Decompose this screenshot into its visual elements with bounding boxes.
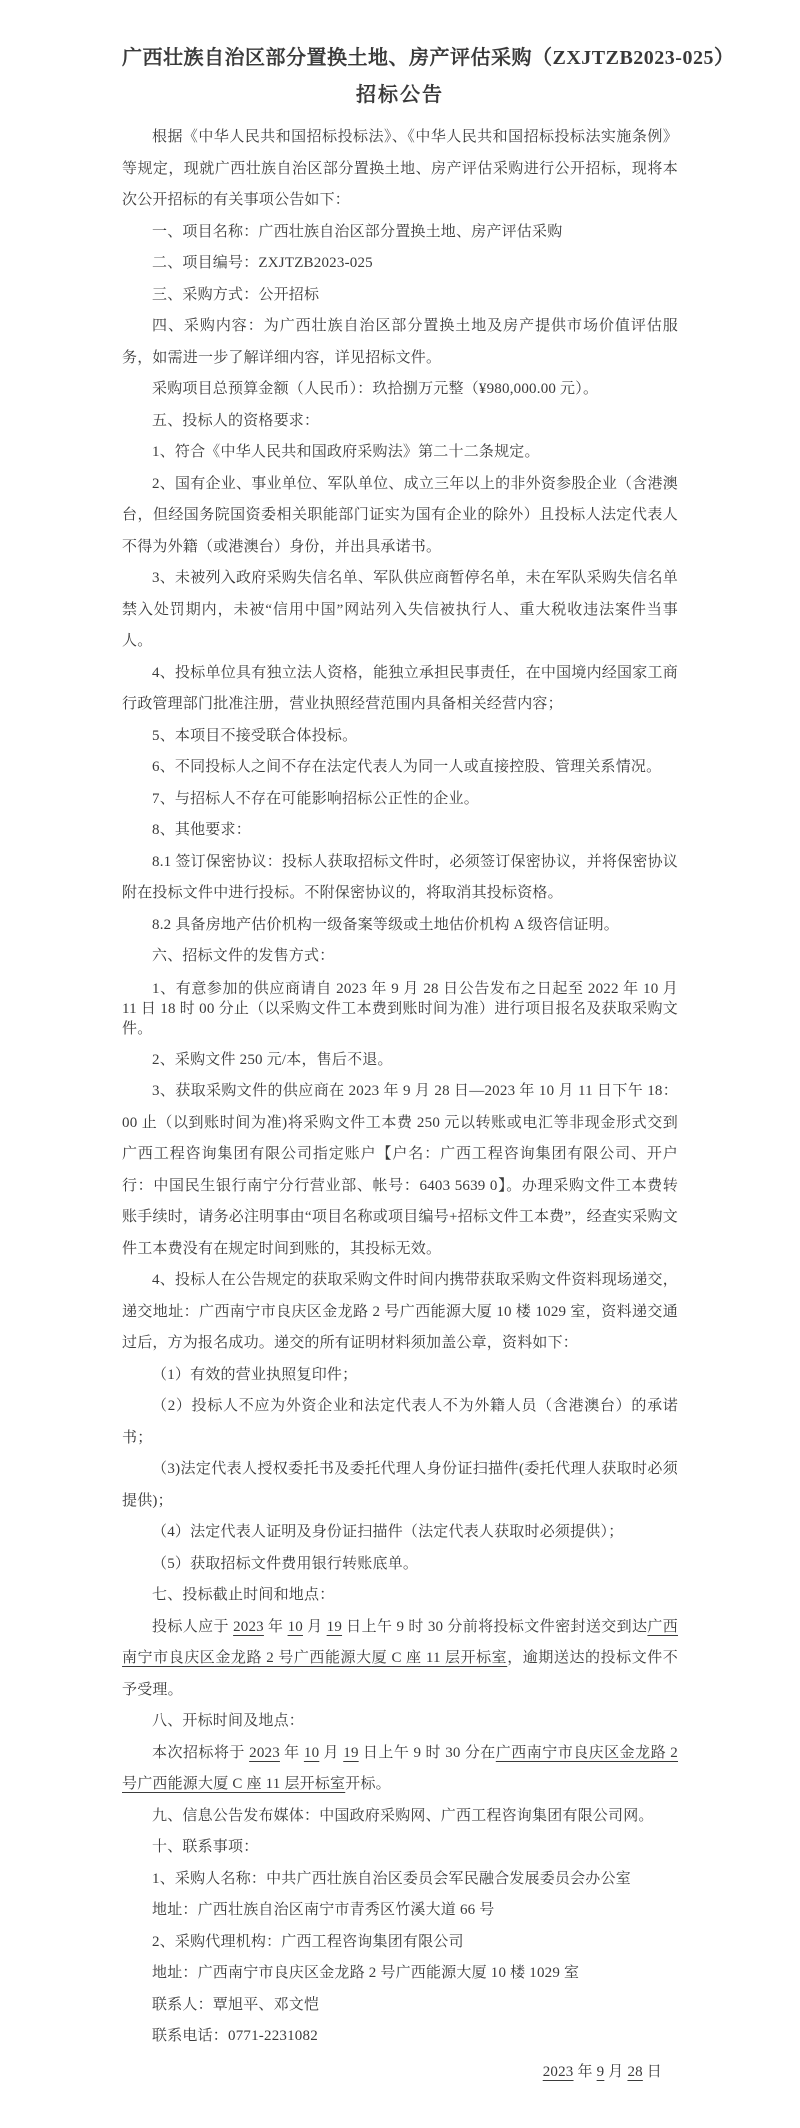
paragraph <box>122 752 678 784</box>
text-segment: 本次招标将于 <box>152 1744 250 1761</box>
paragraph <box>122 979 678 1039</box>
text-segment: （2）投标人不应为外资企业和法定代表人不为外籍人员（含港澳台）的承诺书； <box>122 1398 678 1446</box>
text-segment: 月 <box>604 2063 628 2080</box>
text-segment: 7、与招标人不存在可能影响招标公正性的企业。 <box>152 790 479 807</box>
paragraph <box>122 658 678 721</box>
text-segment: 开标。 <box>345 1776 391 1792</box>
paragraph <box>122 1360 678 1392</box>
paragraph <box>122 1706 678 1738</box>
document-title-line2: 招标公告 <box>356 84 444 106</box>
text-segment: 2、采购文件 250 元/本，售后不退。 <box>152 1051 393 1068</box>
paragraph <box>122 1076 678 1265</box>
text-segment: 月 <box>319 1744 344 1761</box>
text-segment: 六、招标文件的发售方式： <box>152 948 335 964</box>
text-segment: 5、本项目不接受联合体投标。 <box>152 727 358 744</box>
text-segment: 年 <box>573 2063 597 2080</box>
paragraph <box>122 1895 678 1927</box>
text-segment: （1）有效的营业执照复印件； <box>152 1366 358 1383</box>
text-segment: 四、采购内容：为广西壮族自治区部分置换土地及房产提供市场价值评估服务，如需进一步了解详细内容，详见招标文件。 <box>122 318 678 366</box>
text-segment: 根据《中华人民共和国招标投标法》、《中华人民共和国招标投标法实施条例》等规定，现就广西壮族自治区部分置换土地、房产评估采购进行公开招标，现将本次公开招标的有关事项公告如下： <box>122 129 678 208</box>
underlined-text: 广西南宁市良庆区金龙路 2 号广西能源大厦 C 座 11 层开标室 <box>122 1744 679 1792</box>
underlined-text: 2023 <box>542 2063 574 2080</box>
text-segment: 九、信息公告发布媒体：中国政府采购网、广西工程咨询集团有限公司网。 <box>152 1807 654 1824</box>
underlined-text: 28 <box>627 2063 643 2080</box>
text-segment: 2、国有企业、事业单位、军队单位、成立三年以上的非外资参股企业（含港澳台，但经国务院国资委相关职能部门证实为国有企业的除外）且投标人法定代表人不得为外籍（或港澳台）身份，并出具承诺书。 <box>122 475 678 555</box>
text-segment: 联系电话：0771-2231082 <box>152 2028 318 2044</box>
text-segment: 三、采购方式：公开招标 <box>152 286 320 303</box>
text-segment: 日上午 9 时 30 分在 <box>358 1744 496 1761</box>
underlined-text: 19 <box>326 1618 343 1635</box>
paragraph <box>122 1580 678 1612</box>
text-segment: 一、项目名称：广西壮族自治区部分置换土地、房产评估采购 <box>152 223 563 240</box>
text-segment: 五、投标人的资格要求： <box>152 412 320 429</box>
paragraph <box>122 910 678 942</box>
paragraph <box>122 311 678 374</box>
paragraph <box>122 784 678 816</box>
underlined-text: 19 <box>343 1744 359 1761</box>
paragraph <box>122 1612 678 1707</box>
paragraph <box>122 374 678 406</box>
text-segment: ，逾期送达的投标文件不予受理。 <box>122 1650 679 1698</box>
paragraph <box>122 1801 678 1833</box>
paragraph <box>122 563 678 658</box>
text-segment: 投标人应于 <box>152 1618 234 1635</box>
text-segment: （3)法定代表人授权委托书及委托代理人身份证扫描件(委托代理人获取时必须提供)； <box>122 1461 678 1509</box>
paragraph <box>122 1549 678 1581</box>
paragraph <box>122 437 678 469</box>
text-segment: 八、开标时间及地点： <box>152 1713 305 1729</box>
text-segment: 1、符合《中华人民共和国政府采购法》第二十二条规定。 <box>152 444 540 460</box>
paragraph <box>122 1738 678 1801</box>
paragraph <box>122 217 678 249</box>
paragraph <box>122 1990 678 2022</box>
text-segment: 4、投标人在公告规定的获取采购文件时间内携带获取采购文件资料现场递交，递交地址：广西南宁市良庆区金龙路 2 号广西能源大厦 10 楼 1029 室，资料递交通过后，方为报名成功。递交的所有证明材料须加盖公章，资料如下： <box>122 1272 678 1351</box>
text-segment: 1、有意参加的供应商请自 2023 年 9 月 28 日公告发布之日起至 2022 年 10 月 11 日 18 时 00 分止（以采购文件工本费到账时间为准）进行项目报名及获取采购文件。 <box>122 980 678 1037</box>
text-segment: 联系人：覃旭平、邓文恺 <box>152 1996 320 2013</box>
paragraph <box>122 122 678 217</box>
text-segment: 采购项目总预算金额（人民币）：玖拾捌万元整（¥980,000.00 元）。 <box>152 381 599 397</box>
text-segment: 8.1 签订保密协议：投标人获取招标文件时，必须签订保密协议，并将保密协议附在投标文件中进行投标。不附保密协议的，将取消其投标资格。 <box>122 853 678 901</box>
text-segment: 日 <box>642 2063 662 2080</box>
text-segment: 1、采购人名称：中共广西壮族自治区委员会军民融合发展委员会办公室 <box>152 1870 631 1887</box>
text-segment: 6、不同投标人之间不存在法定代表人为同一人或直接控股、管理关系情况。 <box>152 759 662 775</box>
underlined-text: 10 <box>303 1744 320 1761</box>
text-segment: 3、未被列入政府采购失信名单、军队供应商暂停名单，未在军队采购失信名单禁入处罚期内，未被“信用中国”网站列入失信被执行人、重大税收违法案件当事人。 <box>122 570 678 649</box>
text-segment: 地址：广西南宁市良庆区金龙路 2 号广西能源大厦 10 楼 1029 室 <box>152 1965 580 1981</box>
paragraph <box>122 1958 678 1990</box>
paragraph <box>122 1927 678 1959</box>
paragraph <box>122 1864 678 1896</box>
text-segment: （4）法定代表人证明及身份证扫描件（法定代表人获取时必须提供）； <box>152 1524 624 1540</box>
text-segment: 3、获取采购文件的供应商在 2023 年 9 月 28 日—2023 年 10 月 11 日下午 18：00 止（以到账时间为准)将采购文件工本费 250 元以转账或电汇等非现金形式交到广西工程咨询集团有限公司指定账户【户名：广西工程咨询集团有限公司、开户行：中国民生银行南宁分行营业部、帐号：6403 5639 0】。办理采购文件工本费转账手续时，请务必注明事由“项目名称或项目编号+招标文件工本费”，经查实采购文件工本费没有在规定时间到账的，其投标无效。 <box>122 1083 678 1257</box>
underlined-text: 2023 <box>233 1618 264 1635</box>
paragraph <box>122 280 678 312</box>
paragraph <box>122 406 678 438</box>
underlined-text: 2023 <box>249 1744 280 1761</box>
underlined-text: 10 <box>287 1618 303 1635</box>
paragraph <box>122 2021 678 2053</box>
text-segment: 8、其他要求： <box>152 822 251 838</box>
text-segment: 年 <box>279 1744 304 1761</box>
paragraph <box>122 248 678 280</box>
underlined-text: 广西南宁市良庆区金龙路 2 号广西能源大厦 C 座 11 层开标室 <box>122 1618 678 1666</box>
text-segment: 月 <box>302 1618 327 1635</box>
paragraph <box>122 1265 678 1360</box>
paragraph <box>122 941 678 973</box>
document-body <box>122 122 678 2088</box>
text-segment: （5）获取招标文件费用银行转账底单。 <box>152 1555 419 1572</box>
underlined-text: 9 <box>596 2063 605 2080</box>
text-segment: 4、投标单位具有独立法人资格，能独立承担民事责任，在中国境内经国家工商行政管理部门批准注册，营业执照经营范围内具备相关经营内容； <box>122 664 678 712</box>
paragraph <box>122 1454 678 1517</box>
paragraph <box>122 1391 678 1454</box>
text-segment: 日上午 9 时 30 分前将投标文件密封送交到达 <box>342 1618 648 1635</box>
paragraph <box>122 815 678 847</box>
paragraph <box>122 469 678 564</box>
paragraph <box>122 1517 678 1549</box>
paragraph <box>122 1045 678 1077</box>
document-title-line1: 广西壮族自治区部分置换土地、房产评估采购（ZXJTZB2023-025） <box>122 47 735 69</box>
text-segment: 地址：广西壮族自治区南宁市青秀区竹溪大道 66 号 <box>152 1902 495 1918</box>
paragraph <box>122 847 678 910</box>
paragraph <box>122 721 678 753</box>
text-segment: 二、项目编号：ZXJTZB2023-025 <box>152 255 373 271</box>
text-segment: 七、投标截止时间和地点： <box>152 1587 335 1603</box>
text-segment: 2、采购代理机构：广西工程咨询集团有限公司 <box>152 1933 464 1950</box>
paragraph <box>122 1832 678 1864</box>
text-segment: 年 <box>263 1618 288 1635</box>
text-segment: 十、联系事项： <box>152 1839 259 1855</box>
text-segment: 8.2 具备房地产估价机构一级备案等级或土地估价机构 A 级咨信证明。 <box>152 916 620 933</box>
paragraph <box>122 2057 678 2089</box>
